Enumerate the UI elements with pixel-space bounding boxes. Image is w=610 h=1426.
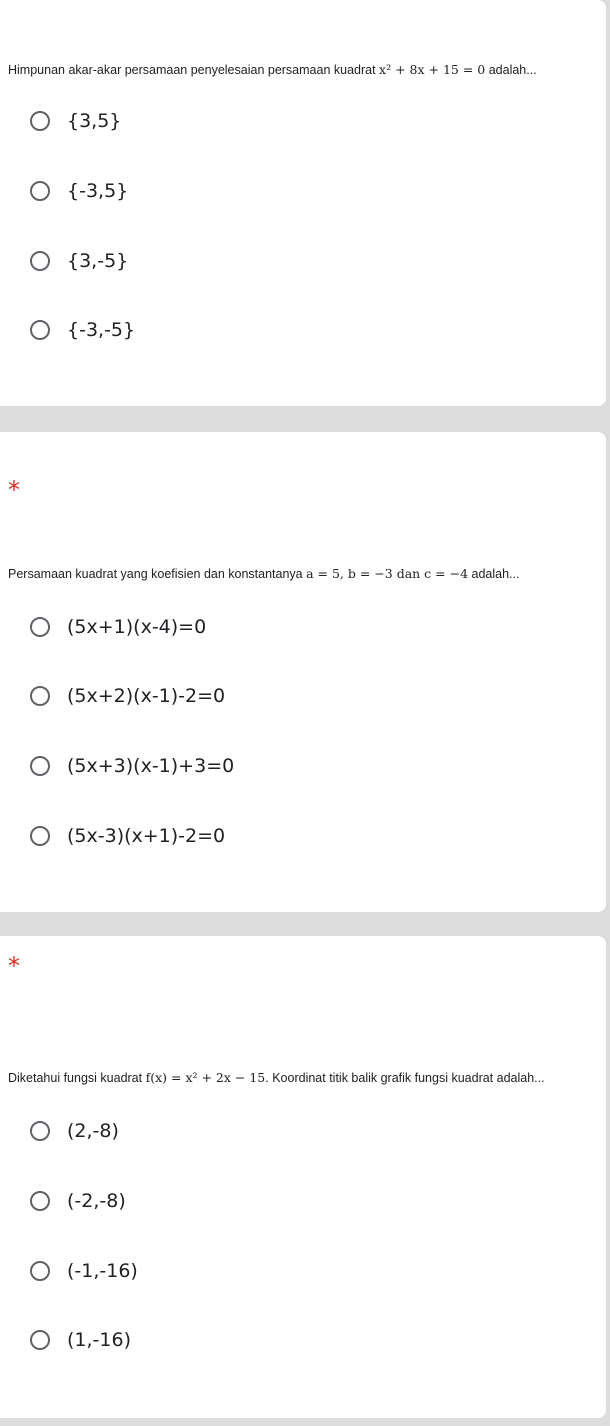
required-mark: * <box>8 952 20 980</box>
option-q2-b[interactable] <box>30 678 225 714</box>
option-label: (-1,-16) <box>67 1260 138 1282</box>
question-suffix: adalah... <box>468 567 520 581</box>
option-q3-b[interactable] <box>30 1183 126 1219</box>
radio-button[interactable] <box>30 1330 50 1350</box>
option-q1-c[interactable] <box>30 243 128 279</box>
required-mark: * <box>8 476 20 504</box>
question-math: f(x) = x² + 2x − 15 <box>145 1070 266 1085</box>
radio-button[interactable] <box>30 617 50 637</box>
option-q3-c[interactable] <box>30 1253 138 1289</box>
option-label: {3,-5} <box>67 250 129 272</box>
option-label: {-3,-5} <box>67 319 136 341</box>
option-q1-a[interactable] <box>30 103 121 139</box>
radio-button[interactable] <box>30 1191 50 1211</box>
option-q2-d[interactable] <box>30 818 225 854</box>
radio-button[interactable] <box>30 181 50 201</box>
question-text-1 <box>8 62 598 77</box>
question-prefix: Persamaan kuadrat yang koefisien dan konstantanya <box>8 567 307 581</box>
option-q1-b[interactable] <box>30 173 128 209</box>
option-label: (-2,-8) <box>67 1190 126 1212</box>
radio-button[interactable] <box>30 826 50 846</box>
question-card-1 <box>0 0 606 406</box>
radio-button[interactable] <box>30 1261 50 1281</box>
question-prefix: Himpunan akar-akar persamaan penyelesaian persamaan kuadrat <box>8 63 380 77</box>
question-text-3 <box>8 1070 598 1085</box>
radio-button[interactable] <box>30 1121 50 1141</box>
option-label: (2,-8) <box>67 1120 119 1142</box>
option-label: (5x+2)(x-1)-2=0 <box>67 685 226 707</box>
question-math: a = 5, b = −3 dan c = −4 <box>306 566 469 581</box>
question-suffix: . Koordinat titik balik grafik fungsi kuadrat adalah... <box>265 1071 545 1085</box>
option-q1-d[interactable] <box>30 312 135 348</box>
question-card-2 <box>0 432 606 912</box>
question-card-3 <box>0 936 606 1418</box>
radio-button[interactable] <box>30 686 50 706</box>
option-label: (5x+3)(x-1)+3=0 <box>67 755 235 777</box>
radio-button[interactable] <box>30 111 50 131</box>
option-q3-a[interactable] <box>30 1113 119 1149</box>
question-prefix: Diketahui fungsi kuadrat <box>8 1071 146 1085</box>
question-suffix: adalah... <box>485 63 537 77</box>
option-label: {3,5} <box>67 110 122 132</box>
radio-button[interactable] <box>30 251 50 271</box>
option-q3-d[interactable] <box>30 1322 131 1358</box>
radio-button[interactable] <box>30 756 50 776</box>
question-text-2 <box>8 566 598 581</box>
option-q2-a[interactable] <box>30 609 206 645</box>
option-label: (5x+1)(x-4)=0 <box>67 616 207 638</box>
question-math: x² + 8x + 15 = 0 <box>379 62 486 77</box>
option-label: (1,-16) <box>67 1329 131 1351</box>
option-label: (5x-3)(x+1)-2=0 <box>67 825 226 847</box>
radio-button[interactable] <box>30 320 50 340</box>
option-label: {-3,5} <box>67 180 129 202</box>
option-q2-c[interactable] <box>30 748 234 784</box>
